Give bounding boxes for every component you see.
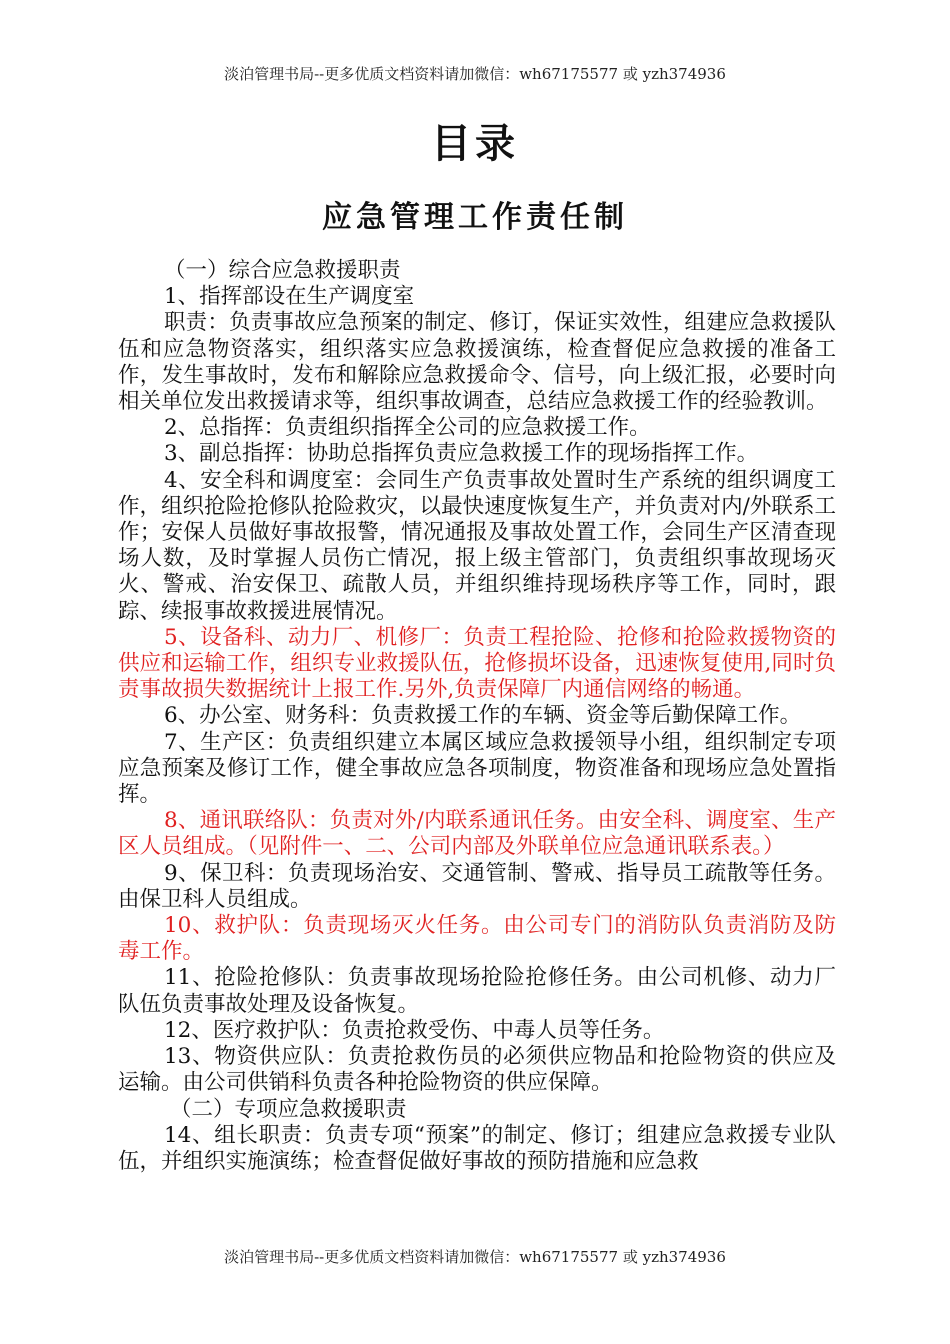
paragraph: 6、办公室、财务科：负责救援工作的车辆、资金等后勤保障工作。	[164, 703, 802, 729]
paragraph: 14、组长职责：负责专项“预案”的制定、修订；组建应急救援专业队伍，并组织实施演练；检查督促做好事故的预防措施和应急救	[118, 1122, 836, 1174]
document-body	[118, 258, 836, 1175]
paragraph-highlighted: 10、救护队：负责现场灭火任务。由公司专门的消防队负责消防及防毒工作。	[118, 913, 836, 965]
page-header: 淡泊管理书局--更多优质文档资料请加微信：wh67175577 或 yzh374936	[224, 65, 726, 83]
page-title: 目录	[431, 121, 519, 167]
paragraph: 1、指挥部设在生产调度室	[164, 284, 415, 310]
paragraph: 3、副总指挥：协助总指挥负责应急救援工作的现场指挥工作。	[164, 441, 759, 467]
document-subtitle: 应急管理工作责任制	[322, 200, 628, 235]
paragraph: 9、保卫科：负责现场治安、交通管制、警戒、指导员工疏散等任务。由保卫科人员组成。	[118, 860, 836, 912]
section-heading: （一）综合应急救援职责	[164, 258, 401, 283]
section-heading: （二）专项应急救援职责	[170, 1096, 407, 1122]
paragraph: 2、总指挥：负责组织指挥全公司的应急救援工作。	[164, 415, 651, 441]
page-footer: 淡泊管理书局--更多优质文档资料请加微信：wh67175577 或 yzh374936	[224, 1248, 726, 1266]
paragraph-highlighted: 5、设备科、动力厂、机修厂：负责工程抢险、抢修和抢险救援物资的供应和运输工作，组织专业救援队伍，抢修损坏设备，迅速恢复使用,同时负责事故损失数据统计上报工作.另外,负责保障厂内通信网络的畅通。	[118, 624, 836, 703]
paragraph-highlighted: 8、通讯联络队：负责对外/内联系通讯任务。由安全科、调度室、生产区人员组成。（见附件一、二、公司内部及外联单位应急通讯联系表。）	[118, 808, 836, 860]
paragraph: 4、安全科和调度室：会同生产负责事故处置时生产系统的组织调度工作，组织抢险抢修队抢险救灾，以最快速度恢复生产，并负责对内/外联系工作；安保人员做好事故报警，情况通报及事故处置工作，会同生产区清查现场人数，及时掌握人员伤亡情况，报上级主管部门，负责组织事故现场灭火、警戒、治安保卫、疏散人员，并组织维持现场秩序等工作，同时，跟踪、续报事故救援进展情况。	[118, 467, 836, 624]
paragraph: 职责：负责事故应急预案的制定、修订，保证实效性，组建应急救援队伍和应急物资落实，组织落实应急救援演练，检查督促应急救援的准备工作，发生事故时，发布和解除应急救援命令、信号，向上级汇报，必要时向相关单位发出救援请求等，组织事故调查，总结应急救援工作的经验教训。	[118, 310, 836, 415]
paragraph: 11、抢险抢修队：负责事故现场抢险抢修任务。由公司机修、动力厂队伍负责事故处理及设备恢复。	[118, 965, 836, 1017]
paragraph: 12、医疗救护队：负责抢救受伤、中毒人员等任务。	[164, 1017, 665, 1043]
paragraph: 13、物资供应队：负责抢救伤员的必须供应物品和抢险物资的供应及运输。由公司供销科负责各种抢险物资的供应保障。	[118, 1044, 836, 1096]
paragraph: 7、生产区：负责组织建立本属区域应急救援领导小组，组织制定专项应急预案及修订工作，健全事故应急各项制度，物资准备和现场应急处置指挥。	[118, 729, 836, 808]
